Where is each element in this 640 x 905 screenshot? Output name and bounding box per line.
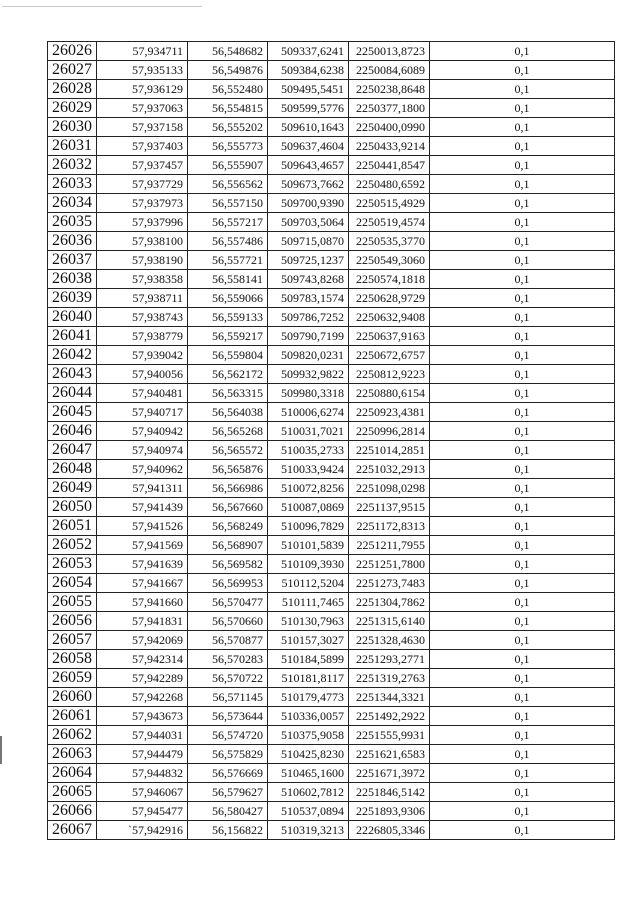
x-coordinate-cell: 510336,0057 — [268, 707, 349, 726]
x-coordinate-cell: 510179,4773 — [268, 688, 349, 707]
table-row — [48, 270, 615, 289]
latitude-cell: 57,942314 — [97, 650, 188, 669]
longitude-cell: 56,570877 — [188, 631, 268, 650]
value-cell: 0,1 — [430, 213, 615, 232]
point-number: 26041 — [48, 327, 97, 346]
y-coordinate-cell: 2250923,4381 — [349, 403, 430, 422]
value-cell: 0,1 — [430, 61, 615, 80]
y-coordinate-cell: 2251273,7483 — [349, 574, 430, 593]
latitude-cell: 57,938743 — [97, 308, 188, 327]
x-coordinate-cell: 510602,7812 — [268, 783, 349, 802]
table-row — [48, 232, 615, 251]
point-number: 26046 — [48, 422, 97, 441]
value-cell: 0,1 — [430, 802, 615, 821]
x-coordinate-cell: 510087,0869 — [268, 498, 349, 517]
latitude-cell: 57,938711 — [97, 289, 188, 308]
table-row — [48, 289, 615, 308]
point-number: 26029 — [48, 99, 97, 118]
longitude-cell: 56,555202 — [188, 118, 268, 137]
value-cell: 0,1 — [430, 327, 615, 346]
point-number: 26058 — [48, 650, 97, 669]
longitude-cell: 56,555907 — [188, 156, 268, 175]
value-cell: 0,1 — [430, 536, 615, 555]
longitude-cell: 56,565876 — [188, 460, 268, 479]
longitude-cell: 56,570477 — [188, 593, 268, 612]
table-row — [48, 137, 615, 156]
value-cell: 0,1 — [430, 232, 615, 251]
point-number: 26042 — [48, 346, 97, 365]
longitude-cell: 56,557486 — [188, 232, 268, 251]
x-coordinate-cell: 509643,4657 — [268, 156, 349, 175]
longitude-cell: 56,576669 — [188, 764, 268, 783]
table-row — [48, 726, 615, 745]
y-coordinate-cell: 2251555,9931 — [349, 726, 430, 745]
latitude-cell: 57,941660 — [97, 593, 188, 612]
point-number: 26061 — [48, 707, 97, 726]
latitude-cell: 57,937973 — [97, 194, 188, 213]
longitude-cell: 56,557150 — [188, 194, 268, 213]
point-number: 26066 — [48, 802, 97, 821]
point-number: 26036 — [48, 232, 97, 251]
x-coordinate-cell: 509337,6241 — [268, 42, 349, 61]
value-cell: 0,1 — [430, 574, 615, 593]
point-number: 26050 — [48, 498, 97, 517]
longitude-cell: 56,563315 — [188, 384, 268, 403]
value-cell: 0,1 — [430, 289, 615, 308]
value-cell: 0,1 — [430, 650, 615, 669]
point-number: 26052 — [48, 536, 97, 555]
latitude-cell: 57,945477 — [97, 802, 188, 821]
point-number: 26054 — [48, 574, 97, 593]
table-row — [48, 555, 615, 574]
longitude-cell: 56,556562 — [188, 175, 268, 194]
x-coordinate-cell: 509980,3318 — [268, 384, 349, 403]
x-coordinate-cell: 509820,0231 — [268, 346, 349, 365]
y-coordinate-cell: 2250549,3060 — [349, 251, 430, 270]
table-row — [48, 365, 615, 384]
point-number: 26064 — [48, 764, 97, 783]
table-row — [48, 61, 615, 80]
x-coordinate-cell: 510101,5839 — [268, 536, 349, 555]
latitude-cell: 57,934711 — [97, 42, 188, 61]
x-coordinate-cell: 510096,7829 — [268, 517, 349, 536]
table-row — [48, 745, 615, 764]
latitude-cell: 57,940717 — [97, 403, 188, 422]
scan-margin-mark — [0, 736, 2, 764]
x-coordinate-cell: 510111,7465 — [268, 593, 349, 612]
latitude-cell: 57,935133 — [97, 61, 188, 80]
latitude-cell: 57,942289 — [97, 669, 188, 688]
point-number: 26045 — [48, 403, 97, 422]
table-row — [48, 422, 615, 441]
x-coordinate-cell: 510035,2733 — [268, 441, 349, 460]
point-number: 26057 — [48, 631, 97, 650]
point-number: 26038 — [48, 270, 97, 289]
value-cell: 0,1 — [430, 270, 615, 289]
longitude-cell: 56,559133 — [188, 308, 268, 327]
value-cell: 0,1 — [430, 346, 615, 365]
y-coordinate-cell: 2250441,8547 — [349, 156, 430, 175]
y-coordinate-cell: 2251846,5142 — [349, 783, 430, 802]
point-number: 26051 — [48, 517, 97, 536]
longitude-cell: 56,573644 — [188, 707, 268, 726]
longitude-cell: 56,558141 — [188, 270, 268, 289]
x-coordinate-cell: 509673,7662 — [268, 175, 349, 194]
latitude-cell: 57,941439 — [97, 498, 188, 517]
table-row — [48, 308, 615, 327]
point-number: 26063 — [48, 745, 97, 764]
y-coordinate-cell: 2250628,9729 — [349, 289, 430, 308]
y-coordinate-cell: 2251328,4630 — [349, 631, 430, 650]
longitude-cell: 56,557217 — [188, 213, 268, 232]
table-row — [48, 802, 615, 821]
x-coordinate-cell: 509786,7252 — [268, 308, 349, 327]
value-cell: 0,1 — [430, 707, 615, 726]
y-coordinate-cell: 2250377,1800 — [349, 99, 430, 118]
table-row — [48, 156, 615, 175]
x-coordinate-cell: 509932,9822 — [268, 365, 349, 384]
point-number: 26049 — [48, 479, 97, 498]
latitude-cell: 57,943673 — [97, 707, 188, 726]
table-row — [48, 118, 615, 137]
point-number: 26048 — [48, 460, 97, 479]
y-coordinate-cell: 2251344,3321 — [349, 688, 430, 707]
value-cell: 0,1 — [430, 156, 615, 175]
x-coordinate-cell: 509783,1574 — [268, 289, 349, 308]
x-coordinate-cell: 509384,6238 — [268, 61, 349, 80]
latitude-cell: 57,941569 — [97, 536, 188, 555]
y-coordinate-cell: 2250433,9214 — [349, 137, 430, 156]
latitude-cell: 57,940481 — [97, 384, 188, 403]
value-cell: 0,1 — [430, 764, 615, 783]
y-coordinate-cell: 2250238,8648 — [349, 80, 430, 99]
latitude-cell: 57,944031 — [97, 726, 188, 745]
value-cell: 0,1 — [430, 460, 615, 479]
value-cell: 0,1 — [430, 441, 615, 460]
value-cell: 0,1 — [430, 669, 615, 688]
y-coordinate-cell: 2250400,0990 — [349, 118, 430, 137]
table-row — [48, 479, 615, 498]
x-coordinate-cell: 509610,1643 — [268, 118, 349, 137]
longitude-cell: 56,575829 — [188, 745, 268, 764]
x-coordinate-cell: 510130,7963 — [268, 612, 349, 631]
latitude-cell: 57,941639 — [97, 555, 188, 574]
value-cell: 0,1 — [430, 688, 615, 707]
latitude-cell: 57,944832 — [97, 764, 188, 783]
x-coordinate-cell: 510006,6274 — [268, 403, 349, 422]
top-rule — [2, 6, 202, 7]
table-row — [48, 99, 615, 118]
value-cell: 0,1 — [430, 384, 615, 403]
table-row — [48, 783, 615, 802]
x-coordinate-cell: 509700,9390 — [268, 194, 349, 213]
longitude-cell: 56,559804 — [188, 346, 268, 365]
latitude-cell: 57,940942 — [97, 422, 188, 441]
point-number: 26043 — [48, 365, 97, 384]
table-row — [48, 384, 615, 403]
table-row — [48, 517, 615, 536]
y-coordinate-cell: 2250535,3770 — [349, 232, 430, 251]
x-coordinate-cell: 510072,8256 — [268, 479, 349, 498]
y-coordinate-cell: 2251211,7955 — [349, 536, 430, 555]
table-row — [48, 251, 615, 270]
latitude-cell: 57,940962 — [97, 460, 188, 479]
table-body — [48, 42, 615, 840]
value-cell: 0,1 — [430, 80, 615, 99]
point-number: 26027 — [48, 61, 97, 80]
x-coordinate-cell: 510184,5899 — [268, 650, 349, 669]
y-coordinate-cell: 2251671,3972 — [349, 764, 430, 783]
table-row — [48, 403, 615, 422]
point-number: 26056 — [48, 612, 97, 631]
latitude-cell: 57,941831 — [97, 612, 188, 631]
table-row — [48, 650, 615, 669]
latitude-cell: 57,937729 — [97, 175, 188, 194]
longitude-cell: 56,570660 — [188, 612, 268, 631]
latitude-cell: 57,939042 — [97, 346, 188, 365]
latitude-cell: 57,946067 — [97, 783, 188, 802]
value-cell: 0,1 — [430, 251, 615, 270]
longitude-cell: 56,552480 — [188, 80, 268, 99]
y-coordinate-cell: 2251492,2922 — [349, 707, 430, 726]
point-number: 26031 — [48, 137, 97, 156]
y-coordinate-cell: 2251137,9515 — [349, 498, 430, 517]
point-number: 26026 — [48, 42, 97, 61]
longitude-cell: 56,156822 — [188, 821, 268, 840]
table-row — [48, 346, 615, 365]
point-number: 26033 — [48, 175, 97, 194]
longitude-cell: 56,559066 — [188, 289, 268, 308]
value-cell: 0,1 — [430, 422, 615, 441]
x-coordinate-cell: 510425,8230 — [268, 745, 349, 764]
x-coordinate-cell: 509790,7199 — [268, 327, 349, 346]
latitude-cell: 57,937996 — [97, 213, 188, 232]
latitude-cell: 57,940056 — [97, 365, 188, 384]
coordinates-table — [47, 41, 615, 840]
x-coordinate-cell: 510157,3027 — [268, 631, 349, 650]
point-number: 26037 — [48, 251, 97, 270]
x-coordinate-cell: 510112,5204 — [268, 574, 349, 593]
value-cell: 0,1 — [430, 821, 615, 840]
y-coordinate-cell: 2250672,6757 — [349, 346, 430, 365]
value-cell: 0,1 — [430, 403, 615, 422]
value-cell: 0,1 — [430, 555, 615, 574]
latitude-cell: 57,940974 — [97, 441, 188, 460]
table-row — [48, 194, 615, 213]
x-coordinate-cell: 509599,5776 — [268, 99, 349, 118]
y-coordinate-cell: 2250519,4574 — [349, 213, 430, 232]
value-cell: 0,1 — [430, 726, 615, 745]
value-cell: 0,1 — [430, 194, 615, 213]
value-cell: 0,1 — [430, 118, 615, 137]
x-coordinate-cell: 509715,0870 — [268, 232, 349, 251]
latitude-cell: 57,938190 — [97, 251, 188, 270]
latitude-cell: `57,942916 — [97, 821, 188, 840]
point-number: 26053 — [48, 555, 97, 574]
y-coordinate-cell: 2251893,9306 — [349, 802, 430, 821]
y-coordinate-cell: 2251014,2851 — [349, 441, 430, 460]
longitude-cell: 56,554815 — [188, 99, 268, 118]
x-coordinate-cell: 509725,1237 — [268, 251, 349, 270]
y-coordinate-cell: 2251098,0298 — [349, 479, 430, 498]
y-coordinate-cell: 2250812,9223 — [349, 365, 430, 384]
y-coordinate-cell: 2251251,7800 — [349, 555, 430, 574]
table-row — [48, 441, 615, 460]
point-number: 26059 — [48, 669, 97, 688]
x-coordinate-cell: 510319,3213 — [268, 821, 349, 840]
longitude-cell: 56,579627 — [188, 783, 268, 802]
y-coordinate-cell: 2226805,3346 — [349, 821, 430, 840]
value-cell: 0,1 — [430, 308, 615, 327]
longitude-cell: 56,569582 — [188, 555, 268, 574]
table-row — [48, 80, 615, 99]
table-row — [48, 631, 615, 650]
latitude-cell: 57,937158 — [97, 118, 188, 137]
latitude-cell: 57,937457 — [97, 156, 188, 175]
table-row — [48, 498, 615, 517]
value-cell: 0,1 — [430, 175, 615, 194]
x-coordinate-cell: 509743,8268 — [268, 270, 349, 289]
point-number: 26028 — [48, 80, 97, 99]
x-coordinate-cell: 510465,1600 — [268, 764, 349, 783]
longitude-cell: 56,565572 — [188, 441, 268, 460]
table-row — [48, 764, 615, 783]
table-row — [48, 42, 615, 61]
value-cell: 0,1 — [430, 593, 615, 612]
longitude-cell: 56,565268 — [188, 422, 268, 441]
point-number: 26035 — [48, 213, 97, 232]
y-coordinate-cell: 2250480,6592 — [349, 175, 430, 194]
latitude-cell: 57,941526 — [97, 517, 188, 536]
value-cell: 0,1 — [430, 99, 615, 118]
table-row — [48, 669, 615, 688]
latitude-cell: 57,942069 — [97, 631, 188, 650]
point-number: 26040 — [48, 308, 97, 327]
y-coordinate-cell: 2250013,8723 — [349, 42, 430, 61]
longitude-cell: 56,574720 — [188, 726, 268, 745]
point-number: 26044 — [48, 384, 97, 403]
table-row — [48, 612, 615, 631]
longitude-cell: 56,568907 — [188, 536, 268, 555]
point-number: 26047 — [48, 441, 97, 460]
longitude-cell: 56,549876 — [188, 61, 268, 80]
latitude-cell: 57,936129 — [97, 80, 188, 99]
value-cell: 0,1 — [430, 137, 615, 156]
value-cell: 0,1 — [430, 612, 615, 631]
latitude-cell: 57,942268 — [97, 688, 188, 707]
table-row — [48, 327, 615, 346]
y-coordinate-cell: 2250515,4929 — [349, 194, 430, 213]
longitude-cell: 56,548682 — [188, 42, 268, 61]
y-coordinate-cell: 2251032,2913 — [349, 460, 430, 479]
x-coordinate-cell: 510031,7021 — [268, 422, 349, 441]
x-coordinate-cell: 510375,9058 — [268, 726, 349, 745]
longitude-cell: 56,559217 — [188, 327, 268, 346]
y-coordinate-cell: 2251304,7862 — [349, 593, 430, 612]
table-row — [48, 593, 615, 612]
value-cell: 0,1 — [430, 42, 615, 61]
longitude-cell: 56,555773 — [188, 137, 268, 156]
latitude-cell: 57,944479 — [97, 745, 188, 764]
value-cell: 0,1 — [430, 365, 615, 384]
y-coordinate-cell: 2251621,6583 — [349, 745, 430, 764]
y-coordinate-cell: 2250637,9163 — [349, 327, 430, 346]
longitude-cell: 56,557721 — [188, 251, 268, 270]
value-cell: 0,1 — [430, 631, 615, 650]
y-coordinate-cell: 2251172,8313 — [349, 517, 430, 536]
y-coordinate-cell: 2251315,6140 — [349, 612, 430, 631]
value-cell: 0,1 — [430, 498, 615, 517]
x-coordinate-cell: 510109,3930 — [268, 555, 349, 574]
longitude-cell: 56,566986 — [188, 479, 268, 498]
point-number: 26062 — [48, 726, 97, 745]
table-row — [48, 821, 615, 840]
longitude-cell: 56,562172 — [188, 365, 268, 384]
x-coordinate-cell: 510181,8117 — [268, 669, 349, 688]
x-coordinate-cell: 509703,5064 — [268, 213, 349, 232]
latitude-cell: 57,941311 — [97, 479, 188, 498]
latitude-cell: 57,937403 — [97, 137, 188, 156]
x-coordinate-cell: 509637,4604 — [268, 137, 349, 156]
table-row — [48, 460, 615, 479]
longitude-cell: 56,568249 — [188, 517, 268, 536]
latitude-cell: 57,941667 — [97, 574, 188, 593]
table-row — [48, 574, 615, 593]
table-row — [48, 175, 615, 194]
latitude-cell: 57,938100 — [97, 232, 188, 251]
table-row — [48, 707, 615, 726]
y-coordinate-cell: 2250084,6089 — [349, 61, 430, 80]
table-row — [48, 688, 615, 707]
longitude-cell: 56,570283 — [188, 650, 268, 669]
longitude-cell: 56,569953 — [188, 574, 268, 593]
table-row — [48, 536, 615, 555]
longitude-cell: 56,571145 — [188, 688, 268, 707]
y-coordinate-cell: 2250880,6154 — [349, 384, 430, 403]
value-cell: 0,1 — [430, 783, 615, 802]
x-coordinate-cell: 510033,9424 — [268, 460, 349, 479]
point-number: 26065 — [48, 783, 97, 802]
value-cell: 0,1 — [430, 479, 615, 498]
point-number: 26067 — [48, 821, 97, 840]
y-coordinate-cell: 2251293,2771 — [349, 650, 430, 669]
point-number: 26055 — [48, 593, 97, 612]
point-number: 26032 — [48, 156, 97, 175]
longitude-cell: 56,580427 — [188, 802, 268, 821]
x-coordinate-cell: 510537,0894 — [268, 802, 349, 821]
longitude-cell: 56,567660 — [188, 498, 268, 517]
point-number: 26039 — [48, 289, 97, 308]
y-coordinate-cell: 2251319,2763 — [349, 669, 430, 688]
value-cell: 0,1 — [430, 745, 615, 764]
value-cell: 0,1 — [430, 517, 615, 536]
x-coordinate-cell: 509495,5451 — [268, 80, 349, 99]
latitude-cell: 57,938358 — [97, 270, 188, 289]
point-number: 26030 — [48, 118, 97, 137]
longitude-cell: 56,564038 — [188, 403, 268, 422]
latitude-cell: 57,937063 — [97, 99, 188, 118]
point-number: 26060 — [48, 688, 97, 707]
latitude-cell: 57,938779 — [97, 327, 188, 346]
longitude-cell: 56,570722 — [188, 669, 268, 688]
table-row — [48, 213, 615, 232]
point-number: 26034 — [48, 194, 97, 213]
y-coordinate-cell: 2250574,1818 — [349, 270, 430, 289]
y-coordinate-cell: 2250632,9408 — [349, 308, 430, 327]
y-coordinate-cell: 2250996,2814 — [349, 422, 430, 441]
